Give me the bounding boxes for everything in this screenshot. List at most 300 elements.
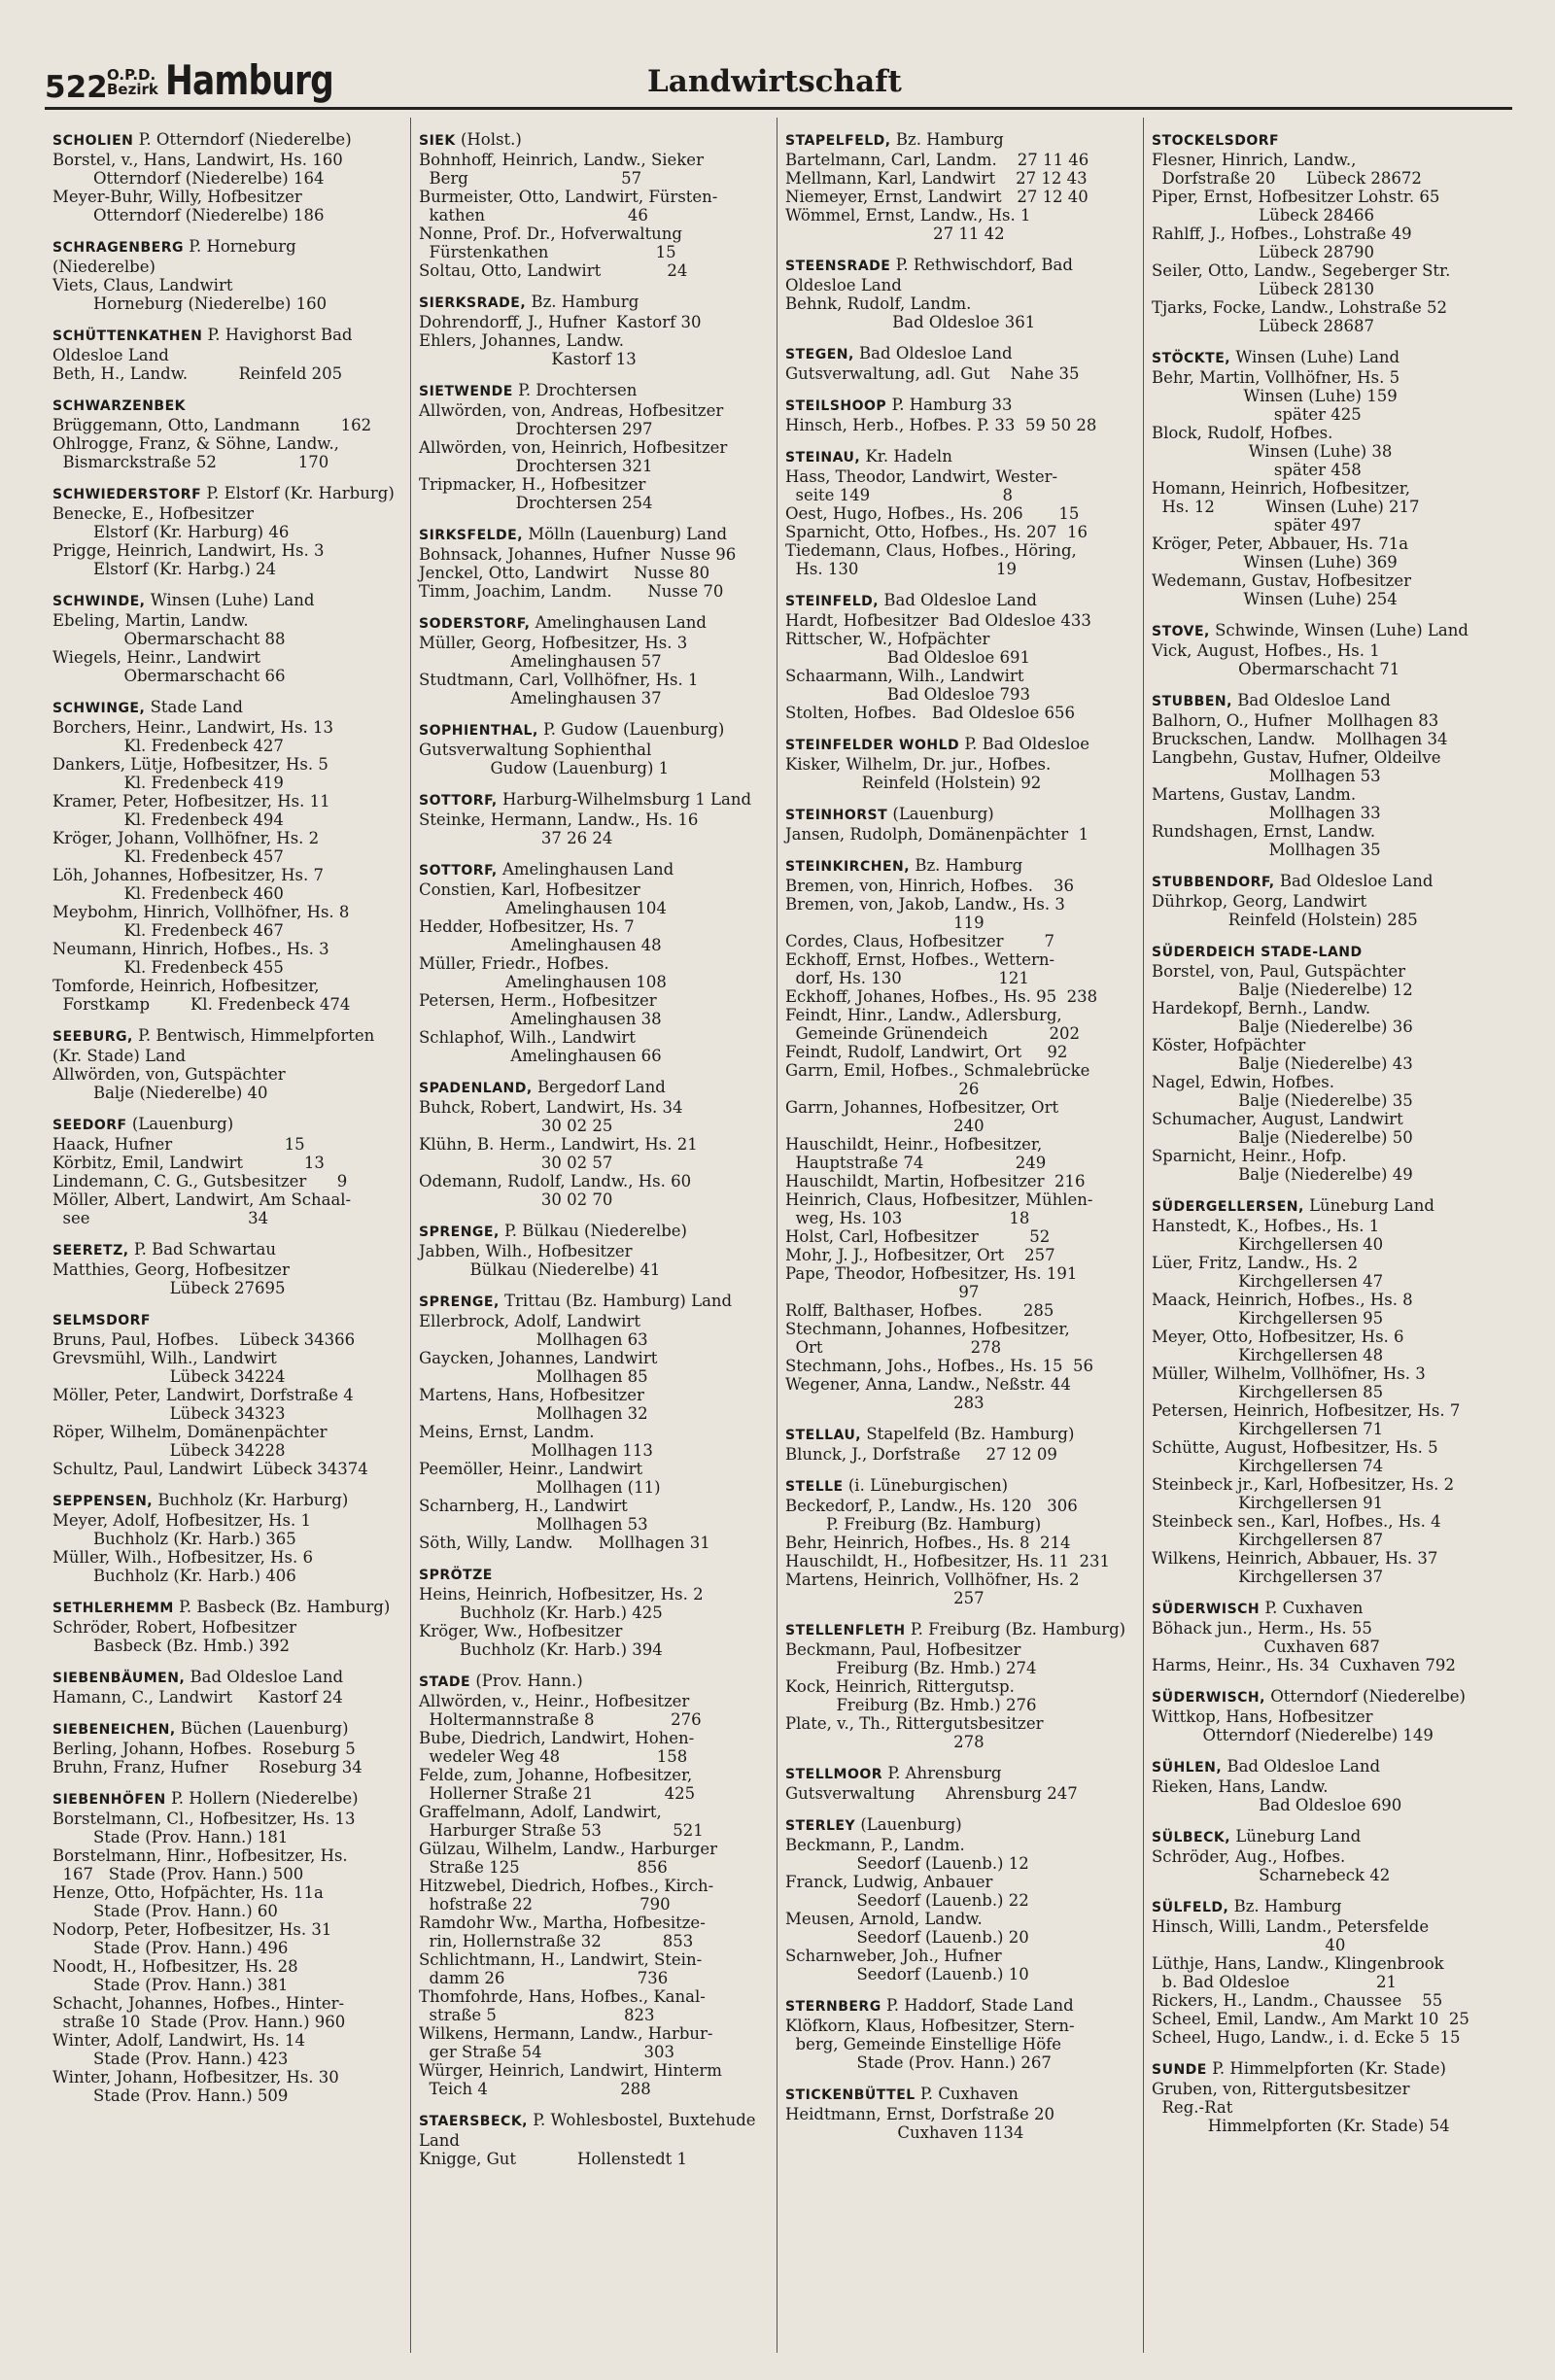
directory-column bbox=[778, 118, 1144, 2353]
directory-entry: Wömmel, Ernst, Landw., Hs. 1 27 11 42 bbox=[785, 206, 1031, 243]
directory-entry: Tjarks, Focke, Landw., Lohstraße 52 Lübeck 28687 bbox=[1152, 298, 1448, 335]
directory-entry: Bohnhoff, Heinrich, Landw., Sieker Berg 57 bbox=[419, 151, 704, 188]
place-postal-info: (Lauenburg) bbox=[860, 1815, 962, 1834]
place-name: STELLMOOR bbox=[785, 1767, 883, 1782]
place-heading bbox=[785, 344, 1135, 364]
directory-entry: Tripmacker, H., Hofbesitzer Drochtersen 254 bbox=[419, 475, 653, 512]
place-name: SÜLBECK, bbox=[1152, 1830, 1231, 1845]
directory-entry: Klöfkorn, Klaus, Hofbesitzer, Stern- berg, Gemeinde Einstellige Höfe Stade (Prov. Hann.) 267 bbox=[785, 2017, 1075, 2072]
directory-entry: Allwörden, von, Heinrich, Hofbesitzer Drochtersen 321 bbox=[419, 438, 728, 475]
directory-entry: Meusen, Arnold, Landw. Seedorf (Lauenb.) 20 bbox=[785, 1910, 1029, 1947]
place-postal-info: Bz. Hamburg bbox=[895, 130, 1004, 149]
directory-column bbox=[411, 118, 778, 2353]
directory-entry: Burmeister, Otto, Landwirt, Fürsten- kathen 46 bbox=[419, 188, 718, 224]
directory-entry: Piper, Ernst, Hofbesitzer Lohstr. 65 Lübeck 28466 bbox=[1152, 188, 1440, 224]
place-heading bbox=[52, 1115, 402, 1135]
directory-entry: Ohlrogge, Franz, & Söhne, Landw., Bismarckstraße 52 170 bbox=[52, 434, 339, 471]
place-name: SPADENLAND, bbox=[419, 1081, 533, 1096]
place-postal-info: Stapelfeld (Bz. Hamburg) bbox=[866, 1425, 1075, 1443]
directory-entry: Franck, Ludwig, Anbauer Seedorf (Lauenb.) 22 bbox=[785, 1873, 1029, 1910]
place-name: STEILSHOOP bbox=[785, 398, 887, 414]
place-heading bbox=[1152, 1827, 1503, 1847]
directory-entry: Gülzau, Wilhelm, Landw., Harburger Straße 125 856 bbox=[419, 1840, 718, 1877]
directory-entry: Gutsverwaltung Ahrensburg 247 bbox=[785, 1784, 1078, 1803]
place-heading bbox=[419, 525, 769, 545]
directory-entry: Kröger, Johann, Vollhöfner, Hs. 2 Kl. Fredenbeck 457 bbox=[52, 829, 320, 866]
place-heading bbox=[419, 860, 769, 880]
place-name: SOPHIENTHAL, bbox=[419, 723, 538, 739]
directory-entry: Nonne, Prof. Dr., Hofverwaltung Fürstenkathen 15 bbox=[419, 224, 682, 261]
directory-entry: Gutsverwaltung, adl. Gut Nahe 35 bbox=[785, 364, 1080, 383]
place-heading bbox=[1152, 621, 1503, 641]
directory-entry: Hauschildt, Martin, Hofbesitzer 216 bbox=[785, 1172, 1086, 1190]
directory-entry: Felde, zum, Johanne, Hofbesitzer, Hollerner Straße 21 425 bbox=[419, 1766, 696, 1803]
directory-entry: Feindt, Rudolf, Landwirt, Ort 92 bbox=[785, 1043, 1068, 1061]
directory-column bbox=[1144, 118, 1510, 2353]
directory-entry: Allwörden, v., Heinr., Hofbesitzer Holtermannstraße 8 276 bbox=[419, 1692, 702, 1729]
place-name: SIEBENHÖFEN bbox=[52, 1792, 166, 1808]
directory-entry: Scheel, Hugo, Landw., i. d. Ecke 5 15 bbox=[1152, 2028, 1461, 2047]
place-heading bbox=[52, 1240, 402, 1260]
directory-entry: Graffelmann, Adolf, Landwirt, Harburger Straße 53 521 bbox=[419, 1803, 704, 1840]
section-title: Landwirtschaft bbox=[647, 64, 902, 99]
directory-entry: Ramdohr Ww., Martha, Hofbesitze- rin, Hollernstraße 32 853 bbox=[419, 1914, 706, 1950]
directory-entry: Borstel, v., Hans, Landwirt, Hs. 160 Otterndorf (Niederelbe) 164 bbox=[52, 151, 343, 188]
place-name: SIEBENBÄUMEN, bbox=[52, 1671, 186, 1686]
directory-entry: Schröder, Robert, Hofbesitzer Basbeck (Bz. Hmb.) 392 bbox=[52, 1618, 297, 1655]
directory-entry: Neumann, Hinrich, Hofbes., Hs. 3 Kl. Fredenbeck 455 bbox=[52, 940, 329, 977]
place-name: SODERSTORF, bbox=[419, 616, 531, 632]
directory-entry: Heins, Heinrich, Hofbesitzer, Hs. 2 Buchholz (Kr. Harb.) 425 bbox=[419, 1585, 704, 1622]
directory-entry: Würger, Heinrich, Landwirt, Hinterm Teich 4 288 bbox=[419, 2061, 722, 2098]
directory-entry: Hitzwebel, Diedrich, Hofbes., Kirch- hofstraße 22 790 bbox=[419, 1877, 714, 1914]
directory-entry: Niemeyer, Ernst, Landwirt 27 12 40 bbox=[785, 188, 1088, 206]
directory-entry: Garrn, Johannes, Hofbesitzer, Ort 240 bbox=[785, 1098, 1059, 1135]
place-name: SIERKSRADE, bbox=[419, 295, 527, 311]
page-number: 522 bbox=[45, 70, 108, 105]
directory-entry: Blunck, J., Dorfstraße 27 12 09 bbox=[785, 1445, 1057, 1464]
place-name: SCHWINGE, bbox=[52, 701, 146, 716]
directory-entry: Hamann, C., Landwirt Kastorf 24 bbox=[52, 1688, 343, 1707]
directory-entry: Langbehn, Gustav, Hufner, Oldeilve Mollhagen 53 bbox=[1152, 748, 1441, 785]
directory-entry: Rickers, H., Landm., Chaussee 55 bbox=[1152, 1991, 1443, 2010]
directory-entry: Stechmann, Johs., Hofbes., Hs. 15 56 bbox=[785, 1357, 1093, 1375]
directory-entry: Oest, Hugo, Hofbes., Hs. 206 15 bbox=[785, 504, 1080, 523]
place-postal-info: Amelinghausen Land bbox=[535, 613, 707, 632]
place-postal-info: P. Bad Oldesloe bbox=[964, 735, 1089, 753]
directory-entry: Nagel, Edwin, Hofbes. Balje (Niederelbe) 35 bbox=[1152, 1073, 1413, 1110]
directory-entry: Eckhoff, Johanes, Hofbes., Hs. 95 238 bbox=[785, 987, 1098, 1006]
directory-entry: Brüggemann, Otto, Landmann 162 bbox=[52, 416, 372, 434]
directory-entry: Lüthje, Hans, Landw., Klingenbrook b. Bad Oldesloe 21 bbox=[1152, 1954, 1444, 1991]
directory-entry: Prigge, Heinrich, Landwirt, Hs. 3 Elstorf (Kr. Harbg.) 24 bbox=[52, 541, 325, 578]
directory-entry: Schlaphof, Wilh., Landwirt Amelinghausen 66 bbox=[419, 1028, 662, 1065]
directory-entry: Mohr, J. J., Hofbesitzer, Ort 257 bbox=[785, 1246, 1055, 1264]
directory-entry: Söth, Willy, Landw. Mollhagen 31 bbox=[419, 1534, 710, 1552]
directory-entry: Matthies, Georg, Hofbesitzer Lübeck 27695 bbox=[52, 1260, 290, 1297]
place-postal-info: Bad Oldesloe Land bbox=[883, 591, 1037, 609]
place-name: SÜDERWISCH bbox=[1152, 1602, 1261, 1617]
place-name: SCHWINDE, bbox=[52, 594, 146, 609]
place-postal-info: P. Bentwisch, Himmelpforten (Kr. Stade) Land bbox=[52, 1026, 375, 1065]
place-postal-info: Winsen (Luhe) Land bbox=[1235, 348, 1400, 366]
place-postal-info: (Lauenburg) bbox=[892, 805, 994, 823]
place-heading bbox=[52, 1789, 402, 1810]
place-postal-info: Mölln (Lauenburg) Land bbox=[528, 525, 728, 543]
place-heading bbox=[52, 698, 402, 718]
directory-entry: Borstelmann, Hinr., Hofbesitzer, Hs. 167 Stade (Prov. Hann.) 500 bbox=[52, 1846, 348, 1883]
place-name: STICKENBÜTTEL bbox=[785, 2087, 916, 2103]
place-postal-info: P. Hollern (Niederelbe) bbox=[171, 1789, 359, 1808]
place-name: STOVE, bbox=[1152, 624, 1210, 639]
directory-entry: Behr, Heinrich, Hofbes., Hs. 8 214 bbox=[785, 1534, 1071, 1552]
directory-entry: Körbitz, Emil, Landwirt 13 bbox=[52, 1154, 325, 1172]
directory-entry: Buhck, Robert, Landwirt, Hs. 34 30 02 25 bbox=[419, 1098, 683, 1135]
directory-entry: Studtmann, Carl, Vollhöfner, Hs. 1 Amelinghausen 37 bbox=[419, 671, 699, 707]
place-heading bbox=[1152, 942, 1503, 962]
place-postal-info: P. Horneburg (Niederelbe) bbox=[52, 237, 296, 276]
directory-column bbox=[45, 118, 411, 2353]
place-postal-info: P. Cuxhaven bbox=[1264, 1599, 1364, 1617]
place-postal-info: Trittau (Bz. Hamburg) Land bbox=[504, 1292, 733, 1310]
place-name: STEINKIRCHEN, bbox=[785, 859, 911, 875]
directory-entry: Müller, Wilh., Hofbesitzer, Hs. 6 Buchholz (Kr. Harb.) 406 bbox=[52, 1548, 313, 1585]
directory-entry: Lindemann, C. G., Gutsbesitzer 9 bbox=[52, 1172, 348, 1190]
directory-entry: Garrn, Emil, Hofbes., Schmalebrücke 26 bbox=[785, 1061, 1090, 1098]
directory-entry: Borstelmann, Cl., Hofbesitzer, Hs. 13 Stade (Prov. Hann.) 181 bbox=[52, 1810, 356, 1846]
place-postal-info: P. Wohlesbostel, Buxtehude Land bbox=[419, 2111, 756, 2150]
place-heading bbox=[785, 1996, 1135, 2017]
directory-entry: Heidtmann, Ernst, Dorfstraße 20 Cuxhaven 1134 bbox=[785, 2105, 1055, 2142]
place-name: SEEDORF bbox=[52, 1118, 127, 1133]
directory-entry: Rundshagen, Ernst, Landw. Mollhagen 35 bbox=[1152, 822, 1381, 859]
place-heading bbox=[1152, 1897, 1503, 1917]
directory-entry: Jabben, Wilh., Hofbesitzer Bülkau (Niederelbe) 41 bbox=[419, 1242, 661, 1279]
place-postal-info: (Prov. Hann.) bbox=[475, 1672, 583, 1690]
place-name: SÜDERDEICH STADE-LAND bbox=[1152, 945, 1363, 960]
place-heading bbox=[52, 484, 402, 504]
place-postal-info: Winsen (Luhe) Land bbox=[150, 591, 315, 609]
directory-entry: Petersen, Heinrich, Hofbesitzer, Hs. 7 Kirchgellersen 71 bbox=[1152, 1401, 1461, 1438]
directory-entry: Flesner, Hinrich, Landw., Dorfstraße 20 Lübeck 28672 bbox=[1152, 151, 1422, 188]
place-name: SPRENGE, bbox=[419, 1294, 500, 1310]
directory-entry: Bruhn, Franz, Hufner Roseburg 34 bbox=[52, 1758, 363, 1776]
directory-columns bbox=[45, 118, 1512, 2353]
place-name: SETHLERHEMM bbox=[52, 1601, 174, 1616]
place-heading bbox=[785, 1764, 1135, 1784]
directory-entry: Kock, Heinrich, Rittergutsp. Freiburg (Bz. Hmb.) 276 bbox=[785, 1677, 1037, 1714]
directory-entry: Bohnsack, Johannes, Hufner Nusse 96 bbox=[419, 545, 737, 564]
place-postal-info: Bad Oldesloe Land bbox=[1227, 1757, 1381, 1776]
directory-entry: Wittkop, Hans, Hofbesitzer Otterndorf (Niederelbe) 149 bbox=[1152, 1707, 1434, 1744]
place-name: SOTTORF, bbox=[419, 793, 498, 809]
place-heading bbox=[1152, 130, 1503, 151]
place-postal-info: Bz. Hamburg bbox=[1233, 1897, 1342, 1915]
directory-entry: Hauschildt, Heinr., Hofbesitzer, Hauptstraße 74 249 bbox=[785, 1135, 1047, 1172]
page-header bbox=[45, 56, 1512, 110]
directory-entry: Scheel, Emil, Landw., Am Markt 10 25 bbox=[1152, 2010, 1469, 2028]
place-postal-info: Bergedorf Land bbox=[536, 1078, 666, 1096]
place-name: SÜDERWISCH, bbox=[1152, 1690, 1265, 1706]
place-heading bbox=[785, 396, 1135, 416]
place-postal-info: Kr. Hadeln bbox=[865, 447, 952, 466]
place-heading bbox=[785, 447, 1135, 467]
directory-entry: Allwörden, von, Andreas, Hofbesitzer Drochtersen 297 bbox=[419, 401, 724, 438]
place-postal-info: P. Havighorst Bad Oldesloe Land bbox=[52, 326, 353, 364]
place-name: SPRÖTZE bbox=[419, 1568, 493, 1583]
directory-entry: Bruns, Paul, Hofbes. Lübeck 34366 bbox=[52, 1330, 356, 1349]
directory-entry: Mellmann, Karl, Landwirt 27 12 43 bbox=[785, 169, 1088, 188]
place-postal-info: P. Drochtersen bbox=[518, 381, 638, 399]
place-name: SCHWARZENBEK bbox=[52, 398, 187, 414]
directory-entry: Haack, Hufner 15 bbox=[52, 1135, 305, 1154]
place-postal-info: Amelinghausen Land bbox=[501, 860, 674, 879]
directory-entry: Meins, Ernst, Landm. Mollhagen 113 bbox=[419, 1423, 653, 1460]
place-postal-info: Otterndorf (Niederelbe) bbox=[1270, 1687, 1466, 1706]
directory-entry: Gruben, von, Rittergutsbesitzer Reg.-Rat Himmelpforten (Kr. Stade) 54 bbox=[1152, 2080, 1450, 2135]
place-name: STERLEY bbox=[785, 1818, 856, 1834]
place-heading bbox=[419, 1078, 769, 1098]
directory-entry: Lüer, Fritz, Landw., Hs. 2 Kirchgellersen 47 bbox=[1152, 1254, 1384, 1291]
place-postal-info: Schwinde, Winsen (Luhe) Land bbox=[1215, 621, 1469, 639]
directory-entry: Bube, Diedrich, Landwirt, Hohen- wedeler Weg 48 158 bbox=[419, 1729, 695, 1766]
place-name: STERNBERG bbox=[785, 1999, 881, 2015]
place-heading bbox=[419, 381, 769, 401]
directory-entry: Tomforde, Heinrich, Hofbesitzer, Forstkamp Kl. Fredenbeck 474 bbox=[52, 977, 351, 1014]
place-heading bbox=[785, 1425, 1135, 1445]
directory-entry: Holst, Carl, Hofbesitzer 52 bbox=[785, 1227, 1051, 1246]
directory-entry: Bremen, von, Hinrich, Hofbes. 36 bbox=[785, 877, 1074, 895]
directory-entry: Ebeling, Martin, Landw. Obermarschacht 88 bbox=[52, 611, 286, 648]
place-heading bbox=[52, 1491, 402, 1511]
directory-entry: Hauschildt, H., Hofbesitzer, Hs. 11 231 bbox=[785, 1552, 1111, 1570]
directory-entry: Gaycken, Johannes, Landwirt Mollhagen 85 bbox=[419, 1349, 658, 1386]
place-name: STAPELFELD, bbox=[785, 133, 891, 149]
place-heading bbox=[785, 256, 1135, 294]
directory-entry: Wegener, Anna, Landw., Neßstr. 44 283 bbox=[785, 1375, 1071, 1412]
directory-entry: Meybohm, Hinrich, Vollhöfner, Hs. 8 Kl. Fredenbeck 467 bbox=[52, 903, 350, 940]
place-postal-info: P. Cuxhaven bbox=[919, 2085, 1019, 2103]
directory-entry: Kröger, Peter, Abbauer, Hs. 71a Winsen (Luhe) 369 bbox=[1152, 535, 1409, 571]
directory-entry: Henze, Otto, Hofpächter, Hs. 11a Stade (Prov. Hann.) 60 bbox=[52, 1883, 324, 1920]
directory-entry: Hardt, Hofbesitzer Bad Oldesloe 433 bbox=[785, 611, 1091, 630]
directory-entry: Hedder, Hofbesitzer, Hs. 7 Amelinghausen 48 bbox=[419, 917, 662, 954]
directory-entry: Vick, August, Hofbes., Hs. 1 Obermarschacht 71 bbox=[1152, 641, 1400, 678]
place-name: STUBBENDORF, bbox=[1152, 875, 1275, 890]
directory-entry: Hass, Theodor, Landwirt, Wester- seite 149 8 bbox=[785, 467, 1058, 504]
place-heading bbox=[419, 1565, 769, 1585]
directory-entry: Rittscher, W., Hofpächter Bad Oldesloe 691 bbox=[785, 630, 1030, 667]
directory-entry: Maack, Heinrich, Hofbes., Hs. 8 Kirchgellersen 95 bbox=[1152, 1291, 1413, 1328]
directory-entry: Dührkop, Georg, Landwirt Reinfeld (Holstein) 285 bbox=[1152, 892, 1418, 929]
directory-entry: Noodt, H., Hofbesitzer, Hs. 28 Stade (Prov. Hann.) 381 bbox=[52, 1957, 298, 1994]
directory-entry: Allwörden, von, Gutspächter Balje (Niederelbe) 40 bbox=[52, 1065, 286, 1102]
place-heading bbox=[419, 790, 769, 811]
city-title: Hamburg bbox=[165, 56, 334, 104]
directory-entry: Schröder, Aug., Hofbes. Scharnebeck 42 bbox=[1152, 1847, 1391, 1884]
district-line-1: O.P.D. bbox=[107, 66, 156, 84]
place-name: SOTTORF, bbox=[419, 863, 498, 879]
place-name: SIEK bbox=[419, 133, 456, 149]
directory-entry: Hardekopf, Bernh., Landw. Balje (Niederelbe) 36 bbox=[1152, 999, 1413, 1036]
place-heading bbox=[52, 326, 402, 364]
place-postal-info: P. Haddorf, Stade Land bbox=[885, 1996, 1074, 2015]
directory-entry: Kramer, Peter, Hofbesitzer, Hs. 11 Kl. Fredenbeck 494 bbox=[52, 792, 330, 829]
place-postal-info: Lüneburg Land bbox=[1309, 1196, 1434, 1215]
place-name: SPRENGE, bbox=[419, 1224, 500, 1240]
directory-entry: Plate, v., Th., Rittergutsbesitzer 278 bbox=[785, 1714, 1044, 1751]
directory-entry: Bremen, von, Jakob, Landw., Hs. 3 119 bbox=[785, 895, 1065, 932]
place-name: SCHRAGENBERG bbox=[52, 240, 184, 256]
place-heading bbox=[785, 1620, 1135, 1640]
directory-entry: Meyer, Otto, Hofbesitzer, Hs. 6 Kirchgellersen 48 bbox=[1152, 1328, 1404, 1364]
place-heading bbox=[52, 237, 402, 276]
place-name: SÜDERGELLERSEN, bbox=[1152, 1199, 1304, 1215]
place-name: SÜLFELD, bbox=[1152, 1900, 1229, 1915]
directory-entry: Wedemann, Gustav, Hofbesitzer Winsen (Luhe) 254 bbox=[1152, 571, 1412, 608]
directory-entry: Dankers, Lütje, Hofbesitzer, Hs. 5 Kl. Fredenbeck 419 bbox=[52, 755, 328, 792]
district-line-2: Bezirk bbox=[107, 81, 158, 98]
directory-entry: Hinsch, Herb., Hofbes. P. 33 59 50 28 bbox=[785, 416, 1097, 434]
directory-entry: Wilkens, Heinrich, Abbauer, Hs. 37 Kirchgellersen 37 bbox=[1152, 1549, 1438, 1586]
directory-entry: Müller, Friedr., Hofbes. Amelinghausen 108 bbox=[419, 954, 667, 991]
place-postal-info: P. Bad Schwartau bbox=[133, 1240, 276, 1259]
place-postal-info: Bad Oldesloe Land bbox=[1279, 872, 1434, 890]
directory-entry: Winter, Adolf, Landwirt, Hs. 14 Stade (Prov. Hann.) 423 bbox=[52, 2031, 305, 2068]
directory-entry: Möller, Peter, Landwirt, Dorfstraße 4 Lübeck 34323 bbox=[52, 1386, 354, 1423]
directory-entry: Schacht, Johannes, Hofbes., Hinter- straße 10 Stade (Prov. Hann.) 960 bbox=[52, 1994, 346, 2031]
place-heading bbox=[52, 1719, 402, 1740]
directory-entry: Knigge, Gut Hollenstedt 1 bbox=[419, 2150, 688, 2168]
directory-entry: Martens, Hans, Hofbesitzer Mollhagen 32 bbox=[419, 1386, 648, 1423]
place-postal-info: P. Elstorf (Kr. Harburg) bbox=[206, 484, 395, 502]
place-postal-info: Büchen (Lauenburg) bbox=[180, 1719, 349, 1738]
directory-entry: Steinbeck jr., Karl, Hofbesitzer, Hs. 2 Kirchgellersen 91 bbox=[1152, 1475, 1455, 1512]
directory-entry: Beth, H., Landw. Reinfeld 205 bbox=[52, 364, 343, 383]
directory-entry: Beckmann, P., Landm. Seedorf (Lauenb.) 12 bbox=[785, 1836, 1029, 1873]
directory-entry: Müller, Wilhelm, Vollhöfner, Hs. 3 Kirchgellersen 85 bbox=[1152, 1364, 1426, 1401]
place-postal-info: Buchholz (Kr. Harburg) bbox=[157, 1491, 349, 1509]
directory-entry: Martens, Heinrich, Vollhöfner, Hs. 2 257 bbox=[785, 1570, 1080, 1607]
directory-entry: Behr, Martin, Vollhöfner, Hs. 5 Winsen (Luhe) 159 später 425 bbox=[1152, 368, 1400, 424]
directory-entry: Beckedorf, P., Landw., Hs. 120 306 bbox=[785, 1497, 1078, 1515]
place-name: STÖCKTE, bbox=[1152, 351, 1231, 366]
place-name: SELMSDORF bbox=[52, 1313, 151, 1328]
place-name: STEINFELDER WOHLD bbox=[785, 738, 960, 753]
place-name: STEINFELD, bbox=[785, 594, 880, 609]
directory-entry: Schlichtmann, H., Landwirt, Stein- damm 26 736 bbox=[419, 1950, 703, 1987]
place-postal-info: P. Hamburg 33 bbox=[891, 396, 1013, 414]
place-name: SIETWENDE bbox=[419, 384, 513, 399]
directory-entry: Cordes, Claus, Hofbesitzer 7 bbox=[785, 932, 1054, 950]
directory-entry: Böhack jun., Herm., Hs. 55 Cuxhaven 687 bbox=[1152, 1619, 1380, 1656]
place-heading bbox=[1152, 691, 1503, 711]
place-name: STELLENFLETH bbox=[785, 1623, 906, 1638]
directory-entry: Rolff, Balthaser, Hofbes. 285 bbox=[785, 1301, 1054, 1320]
directory-entry: Rahlff, J., Hofbes., Lohstraße 49 Lübeck 28790 bbox=[1152, 224, 1412, 261]
directory-entry: Scharnweber, Joh., Hufner Seedorf (Lauenb.) 10 bbox=[785, 1947, 1029, 1983]
place-heading bbox=[52, 591, 402, 611]
place-name: STADE bbox=[419, 1674, 471, 1690]
directory-entry: Stolten, Hofbes. Bad Oldesloe 656 bbox=[785, 704, 1075, 722]
directory-entry: Gutsverwaltung Sophienthal Gudow (Lauenburg) 1 bbox=[419, 741, 670, 777]
directory-entry: Feindt, Hinr., Landw., Adlersburg, Gemeinde Grünendeich 202 bbox=[785, 1006, 1080, 1043]
place-postal-info: Bad Oldesloe Land bbox=[1237, 691, 1391, 709]
place-name: STOCKELSDORF bbox=[1152, 133, 1280, 149]
directory-entry: Sparnicht, Otto, Hofbes., Hs. 207 16 bbox=[785, 523, 1088, 541]
place-name: STEINAU, bbox=[785, 450, 861, 466]
place-postal-info: Stade Land bbox=[150, 698, 243, 716]
place-heading bbox=[1152, 1196, 1503, 1217]
directory-entry: Dohrendorff, J., Hufner Kastorf 30 bbox=[419, 313, 702, 331]
place-name: STEENSRADE bbox=[785, 259, 891, 274]
directory-entry: Beckmann, Paul, Hofbesitzer Freiburg (Bz. Hmb.) 274 bbox=[785, 1640, 1037, 1677]
place-heading bbox=[1152, 1599, 1503, 1619]
place-postal-info: Bz. Hamburg bbox=[915, 856, 1023, 875]
directory-entry: Steinbeck sen., Karl, Hofbes., Hs. 4 Kirchgellersen 87 bbox=[1152, 1512, 1441, 1549]
directory-entry: Borstel, von, Paul, Gutspächter Balje (Niederelbe) 12 bbox=[1152, 962, 1413, 999]
directory-entry: Harms, Heinr., Hs. 34 Cuxhaven 792 bbox=[1152, 1656, 1456, 1674]
directory-entry: Schütte, August, Hofbesitzer, Hs. 5 Kirchgellersen 74 bbox=[1152, 1438, 1438, 1475]
place-heading bbox=[785, 130, 1135, 151]
directory-entry: Timm, Joachim, Landm. Nusse 70 bbox=[419, 582, 724, 601]
directory-entry: Ehlers, Johannes, Landw. Kastorf 13 bbox=[419, 331, 637, 368]
directory-entry: Grevsmühl, Wilh., Landwirt Lübeck 34224 bbox=[52, 1349, 286, 1386]
place-name: SCHÜTTENKATHEN bbox=[52, 328, 203, 344]
directory-entry: Hinsch, Willi, Landm., Petersfelde 40 bbox=[1152, 1917, 1430, 1954]
directory-entry: P. Freiburg (Bz. Hamburg) bbox=[785, 1515, 1042, 1534]
place-postal-info: P. Ahrensburg bbox=[887, 1764, 1002, 1782]
place-postal-info: P. Freiburg (Bz. Hamburg) bbox=[910, 1620, 1126, 1638]
directory-entry: Klühn, B. Herm., Landwirt, Hs. 21 30 02 57 bbox=[419, 1135, 698, 1172]
place-heading bbox=[419, 2111, 769, 2150]
directory-entry: Stechmann, Johannes, Hofbesitzer, Ort 278 bbox=[785, 1320, 1070, 1357]
directory-entry: Bartelmann, Carl, Landm. 27 11 46 bbox=[785, 151, 1089, 169]
place-postal-info: P. Rethwischdorf, Bad Oldesloe Land bbox=[785, 256, 1073, 294]
place-postal-info: P. Himmelpforten (Kr. Stade) bbox=[1212, 2059, 1446, 2078]
directory-entry: Eckhoff, Ernst, Hofbes., Wettern- dorf, Hs. 130 121 bbox=[785, 950, 1055, 987]
place-heading bbox=[52, 130, 402, 151]
directory-entry: Meyer-Buhr, Willy, Hofbesitzer Otterndorf (Niederelbe) 186 bbox=[52, 188, 325, 224]
place-heading bbox=[52, 396, 402, 416]
district-label bbox=[107, 68, 158, 97]
directory-entry: Borchers, Heinr., Landwirt, Hs. 13 Kl. Fredenbeck 427 bbox=[52, 718, 334, 755]
place-heading bbox=[1152, 1687, 1503, 1707]
directory-entry: Berling, Johann, Hofbes. Roseburg 5 bbox=[52, 1740, 356, 1758]
directory-entry: Köster, Hofpächter Balje (Niederelbe) 43 bbox=[1152, 1036, 1413, 1073]
place-name: STEGEN, bbox=[785, 347, 854, 362]
place-name: STELLE bbox=[785, 1479, 844, 1495]
place-heading bbox=[1152, 348, 1503, 368]
place-heading bbox=[419, 130, 769, 151]
directory-entry: Schaarmann, Wilh., Landwirt Bad Oldesloe 793 bbox=[785, 667, 1030, 704]
directory-entry: Rieken, Hans, Landw. Bad Oldesloe 690 bbox=[1152, 1777, 1402, 1814]
directory-entry: Löh, Johannes, Hofbesitzer, Hs. 7 Kl. Fredenbeck 460 bbox=[52, 866, 324, 903]
place-heading bbox=[52, 1026, 402, 1065]
directory-entry: Wiegels, Heinr., Landwirt Obermarschacht 66 bbox=[52, 648, 286, 685]
directory-entry: Block, Rudolf, Hofbes. Winsen (Luhe) 38 später 458 bbox=[1152, 424, 1393, 479]
place-name: STEINHORST bbox=[785, 808, 888, 823]
directory-entry: Behnk, Rudolf, Landm. Bad Oldesloe 361 bbox=[785, 294, 1036, 331]
place-heading bbox=[419, 1672, 769, 1692]
place-heading bbox=[785, 805, 1135, 825]
directory-entry: Viets, Claus, Landwirt Horneburg (Niederelbe) 160 bbox=[52, 276, 328, 313]
directory-entry: Balhorn, O., Hufner Mollhagen 83 bbox=[1152, 711, 1439, 730]
place-name: SCHOLIEN bbox=[52, 133, 134, 149]
place-heading bbox=[1152, 872, 1503, 892]
directory-entry: Tiedemann, Claus, Hofbes., Höring, Hs. 130 19 bbox=[785, 541, 1077, 578]
directory-entry: Röper, Wilhelm, Domänenpächter Lübeck 34228 bbox=[52, 1423, 328, 1460]
